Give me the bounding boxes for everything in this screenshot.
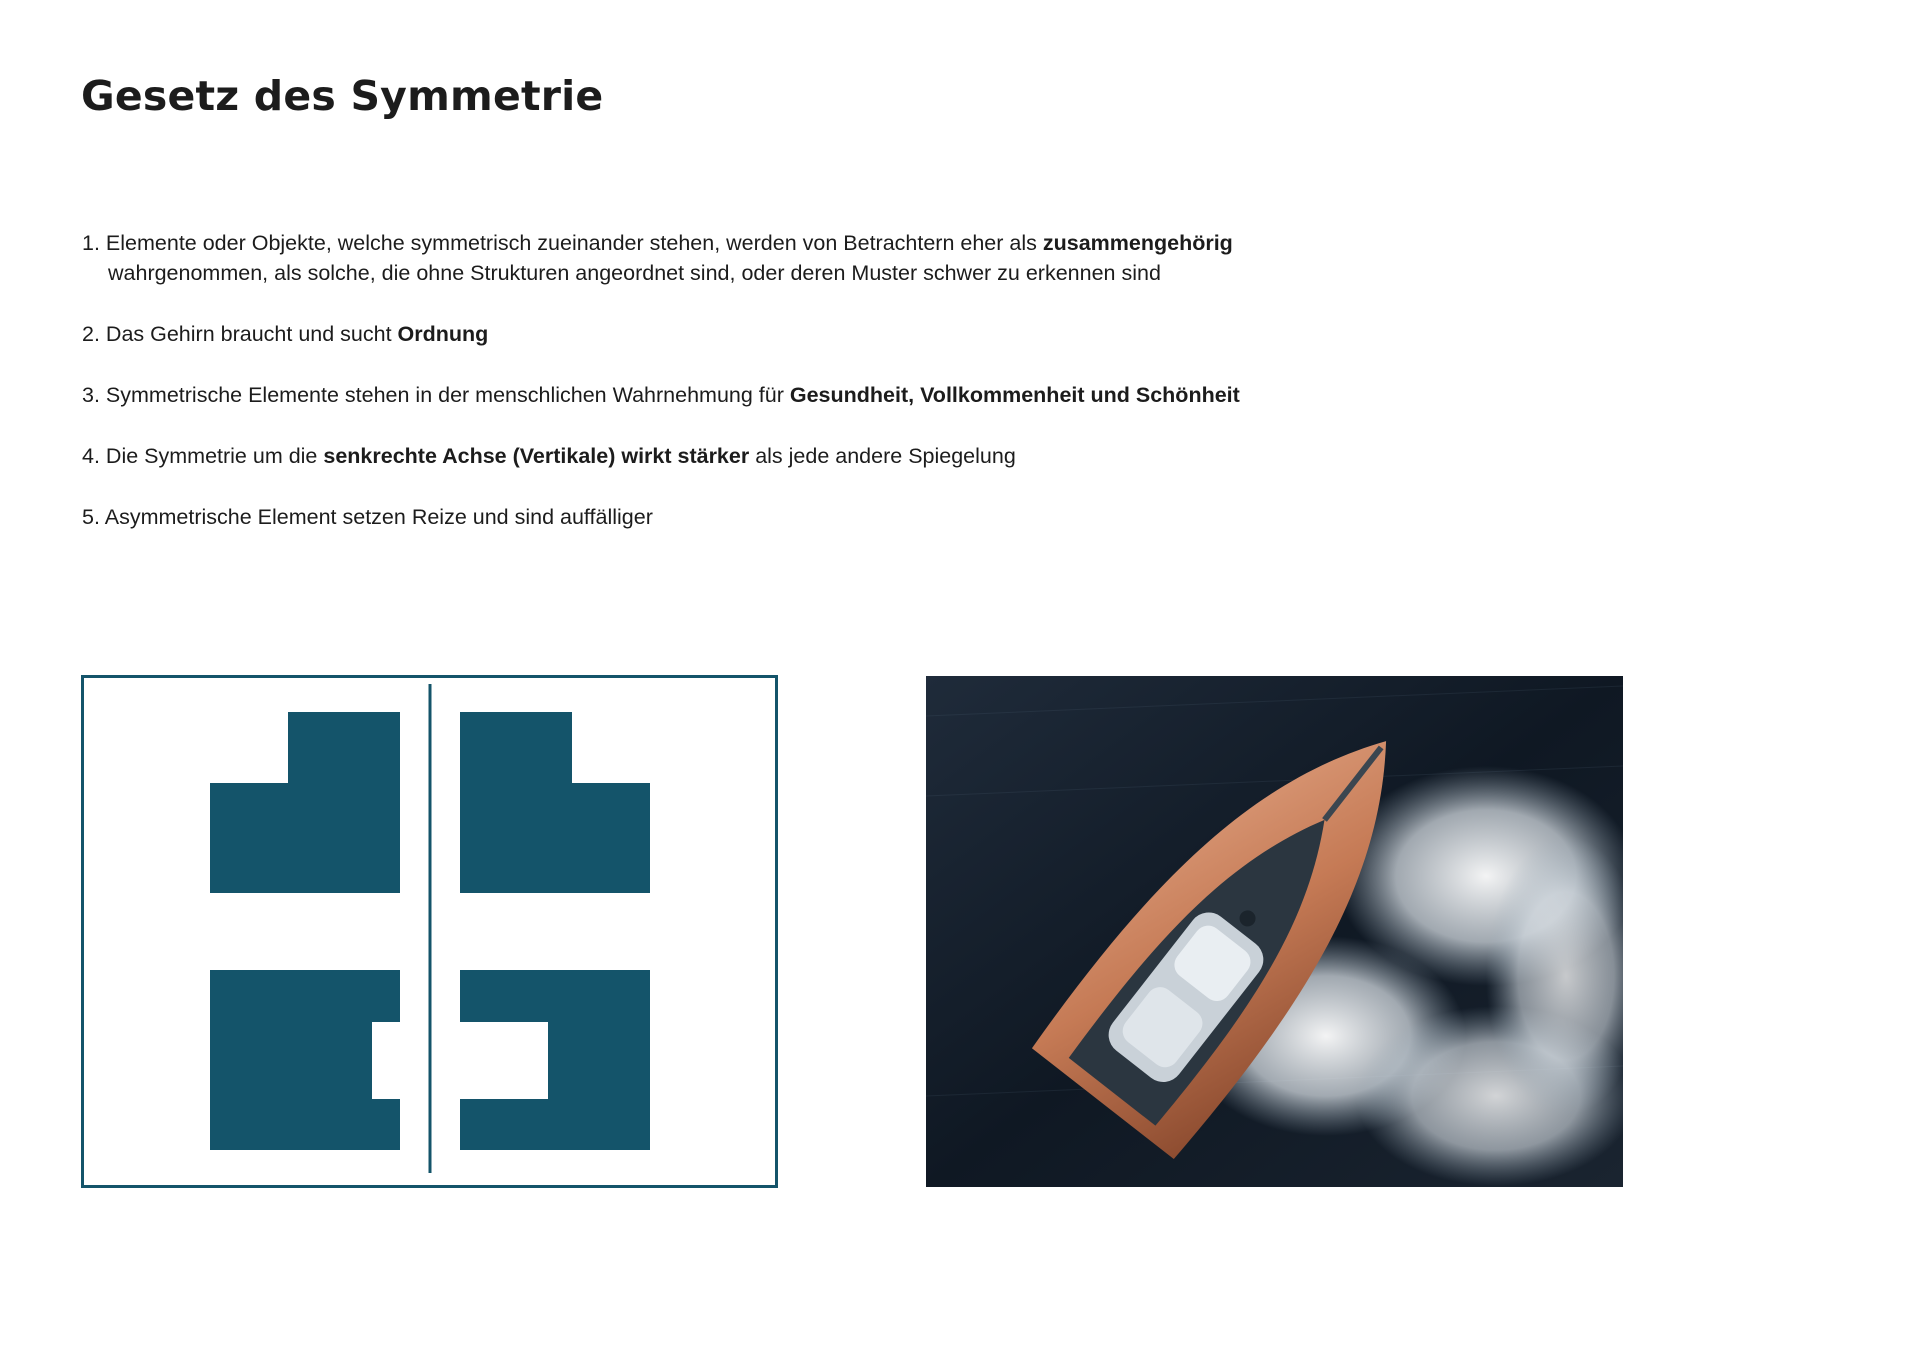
list-item-text: Symmetrische Elemente stehen in der menschlichen Wahrnehmung für [105,383,790,407]
top-right-shape [460,712,650,893]
top-left-shape [210,712,400,893]
list-item [82,228,1382,288]
list-item-text: Asymmetrische Element setzen Reize und sind auffälliger [104,505,653,529]
list-item-emphasis: senkrechte Achse (Vertikale) wirkt stärker [323,444,750,468]
list-item [82,441,1382,471]
list-item-number: 2. [82,322,100,346]
list-item-emphasis: Gesundheit, Vollkommenheit und Schönheit [789,383,1240,407]
list-item-number: 5. [82,505,100,529]
list-item-text: Die Symmetrie um die [105,444,324,468]
list-item-text: Elemente oder Objekte, welche symmetrisch zueinander stehen, werden von Betrachtern eher als [105,231,1043,255]
list-item [82,502,1382,532]
list-item [82,380,1382,410]
list-item-text-after: als jede andere Spiegelung [749,444,1016,468]
list-item-number: 4. [82,444,100,468]
symmetry-points-list [82,228,1382,563]
list-item-emphasis: zusammengehörig [1042,231,1233,255]
page-title: Gesetz des Symmetrie [81,72,604,120]
bottom-left-shape [210,970,400,1150]
symmetry-diagram [81,675,778,1188]
list-item-number: 3. [82,383,100,407]
list-item-number: 1. [82,231,100,255]
list-item [82,319,1382,349]
list-item-text: Das Gehirn braucht und sucht [105,322,398,346]
list-item-emphasis: Ordnung [397,322,489,346]
list-item-text-continued: wahrgenommen, als solche, die ohne Strukturen angeordnet sind, oder deren Muster schwer zu erkennen sind [108,261,1161,285]
speedboat-aerial-photo [926,676,1623,1187]
bottom-right-shape [460,970,650,1150]
